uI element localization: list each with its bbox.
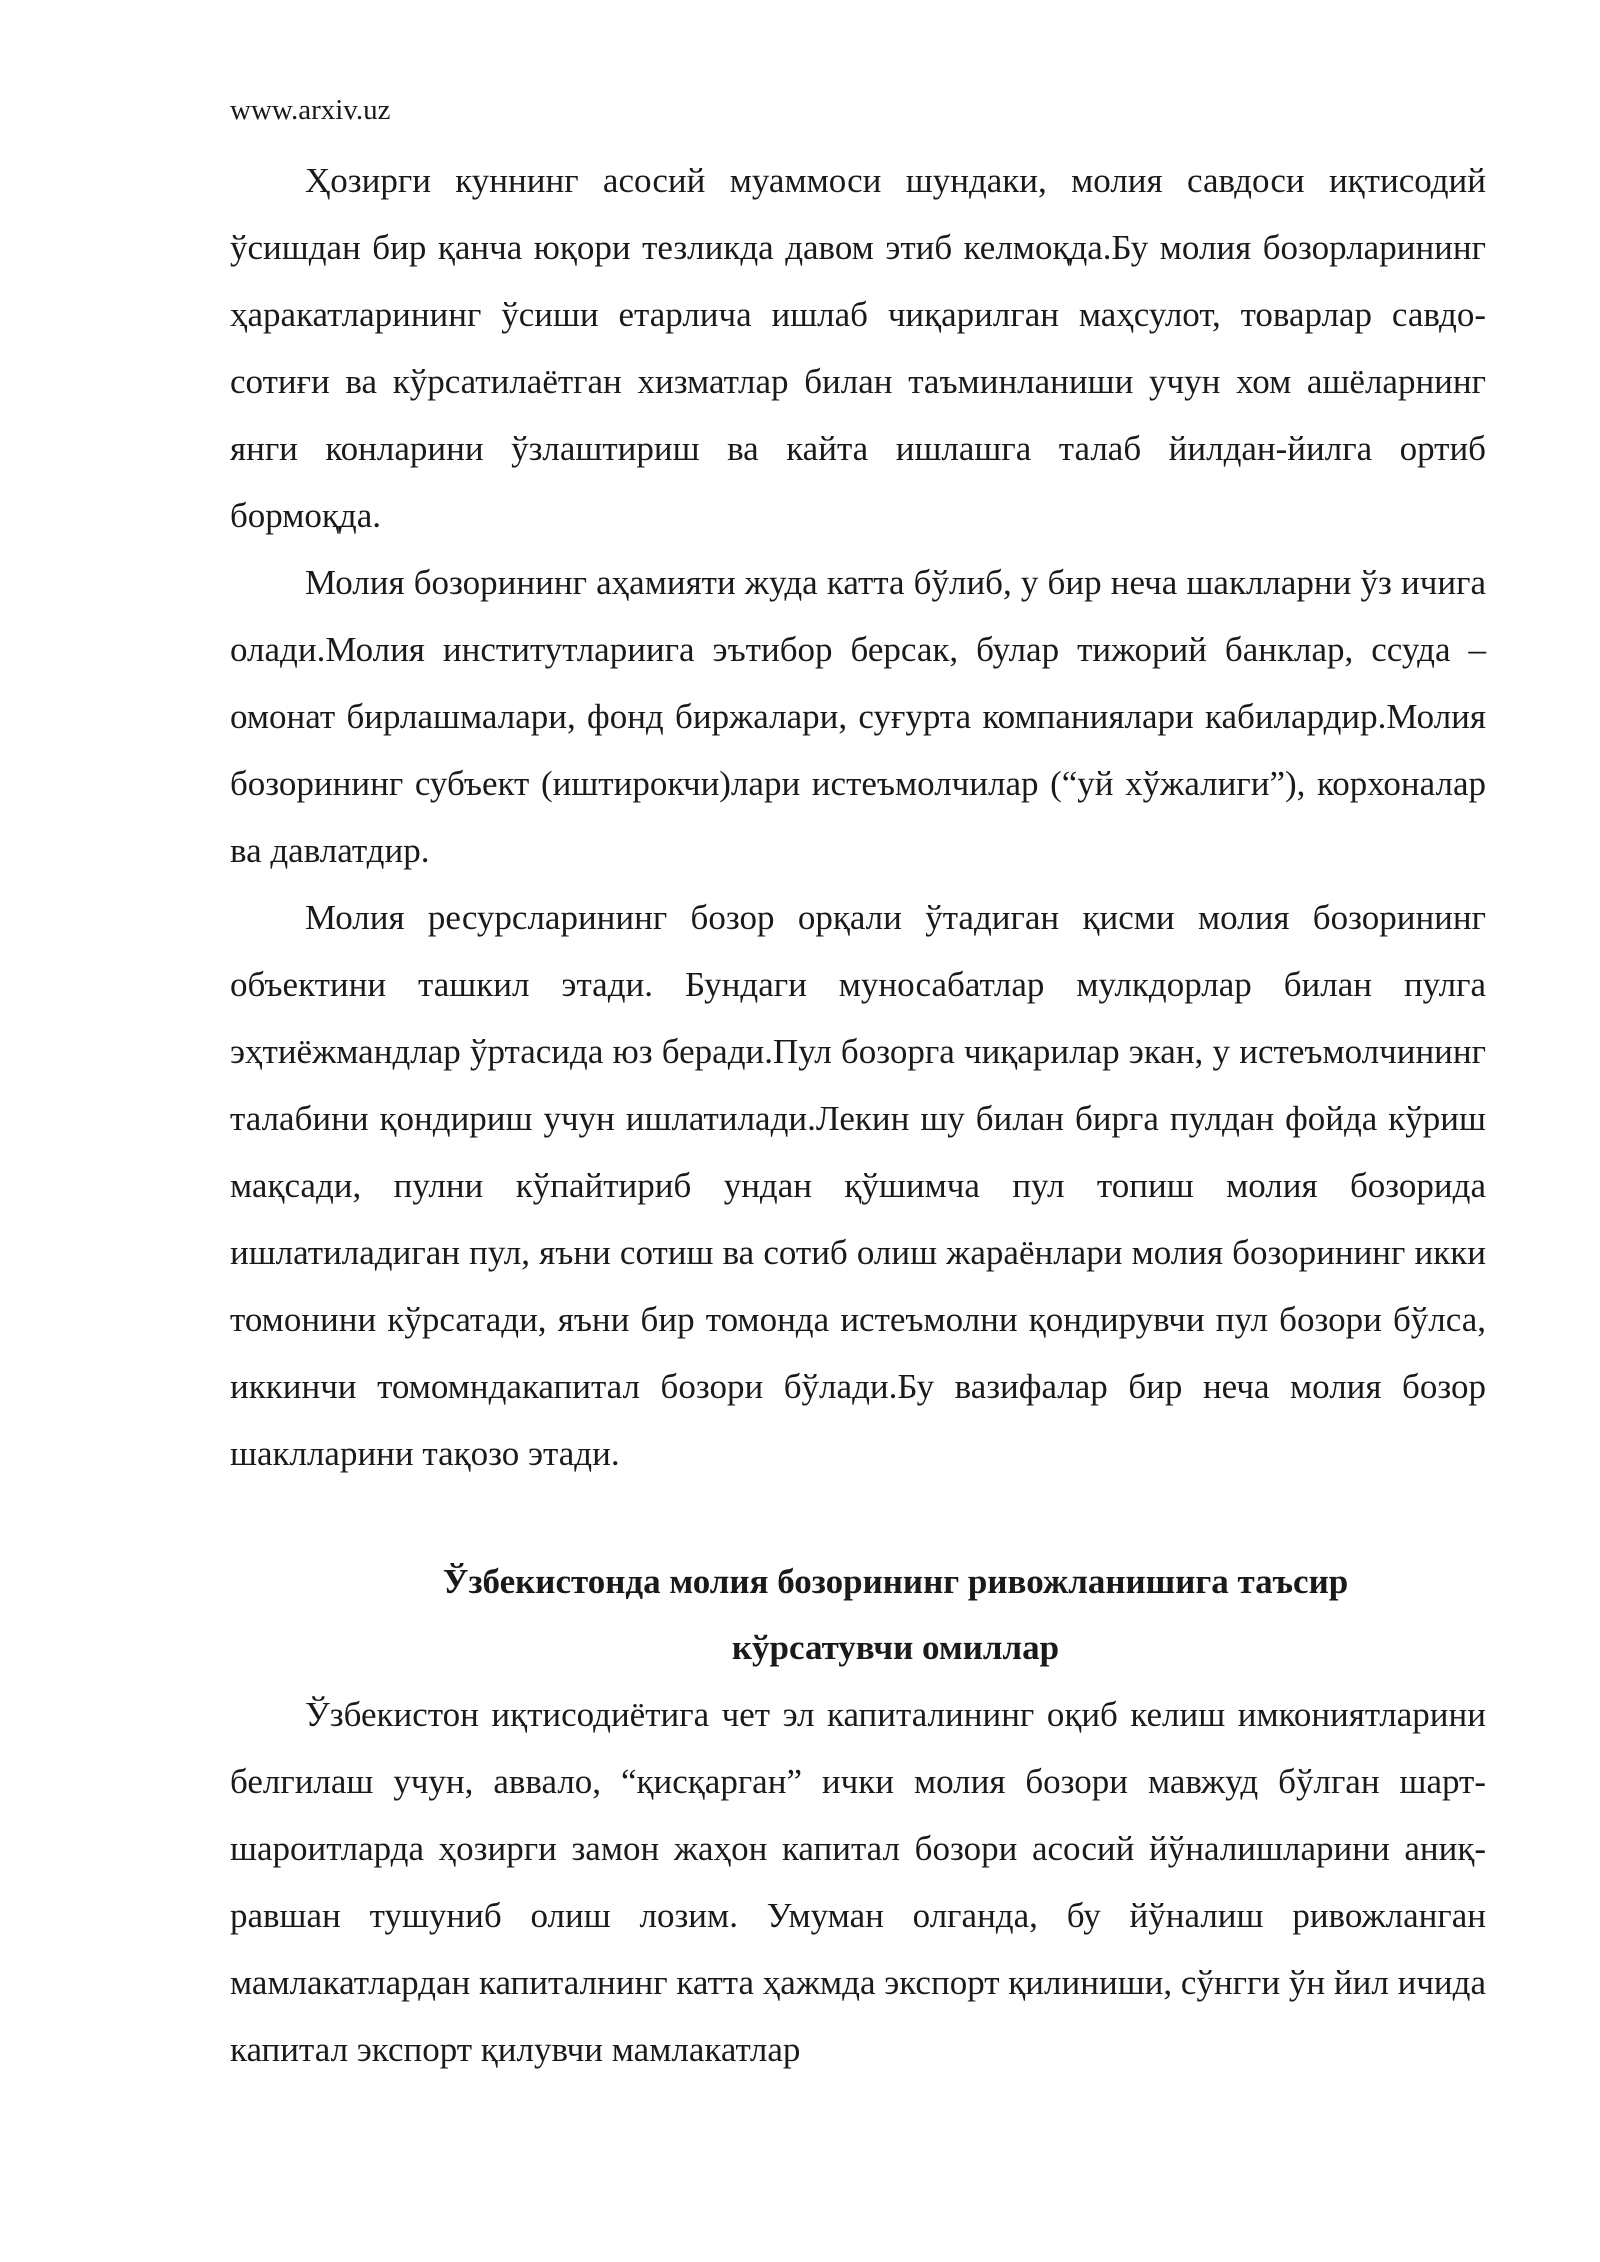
- document-body: [230, 147, 1486, 2083]
- paragraph-2: Молия бозорининг аҳамияти жуда катта бўлиб, у бир неча шаклларни ўз ичига олади.Молия институтлариига эътибор берсак, булар тижорий банклар, ссуда –омонат бирлашмалари, фонд биржалари, суғурта компаниялари кабилардир.Молия бозорининг субъект (иштирокчи)лари истеъмолчилар (“уй хўжалиги”), корхоналар ва давлатдир.: [230, 563, 1486, 870]
- section-heading-line-2: кўрсатувчи омиллар: [731, 1628, 1060, 1667]
- paragraph-4: Ўзбекистон иқтисодиётига чет эл капиталининг оқиб келиш имкониятларини белгилаш учун, аввало, “қисқарган” ички молия бозори мавжуд бўлган шарт-шароитларда ҳозирги замон жаҳон капитал бозори асосий йўналишларини аниқ-равшан тушуниб олиш лозим. Умуман олганда, бу йўналиш ривожланган мамлакатлардан капиталнинг катта ҳажмда экспорт қилиниши, сўнгги ўн йил ичида капитал экспорт қилувчи мамлакатлар: [230, 1695, 1486, 2069]
- source-url: www.arxiv.uz: [230, 94, 391, 126]
- paragraph-1: Ҳозирги куннинг асосий муаммоси шундаки, молия савдоси иқтисодий ўсишдан бир қанча юқори тезликда давом этиб келмоқда.Бу молия бозорларининг ҳаракатларининг ўсиши етарлича ишлаб чиқарилган маҳсулот, товарлар савдо-сотиғи ва кўрсатилаётган хизматлар билан таъминланиши учун хом ашёларнинг янги конларини ўзлаштириш ва кайта ишлашга талаб йилдан-йилга ортиб бормоқда.: [230, 161, 1486, 535]
- section-heading-line-1: Ўзбекистонда молия бозорининг ривожланишига таъсир: [442, 1562, 1349, 1601]
- section-heading: [230, 1549, 1486, 1681]
- paragraph-3: Молия ресурсларининг бозор орқали ўтадиган қисми молия бозорининг объектини ташкил этади. Бундаги муносабатлар мулкдорлар билан пулга эҳтиёжмандлар ўртасида юз беради.Пул бозорга чиқарилар экан, у истеъмолчининг талабини қондириш учун ишлатилади.Лекин шу билан бирга пулдан фойда кўриш мақсади, пулни кўпайтириб ундан қўшимча пул топиш молия бозорида ишлатиладиган пул, яъни сотиш ва сотиб олиш жараёнлари молия бозорининг икки томонини кўрсатади, яъни бир томонда истеъмолни қондирувчи пул бозори бўлса, иккинчи томомндакапитал бозори бўлади.Бу вазифалар бир неча молия бозор шаклларини тақозо этади.: [230, 898, 1486, 1473]
